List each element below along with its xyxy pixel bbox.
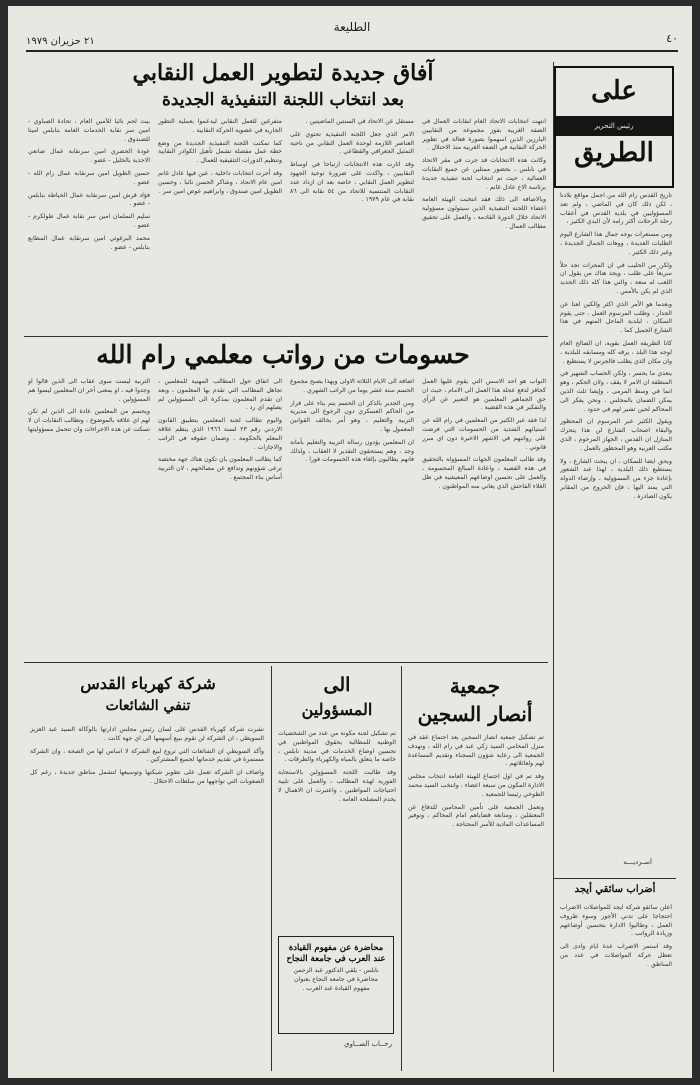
newspaper-page xyxy=(8,6,692,1078)
teachers-col-1 xyxy=(422,378,546,654)
rule xyxy=(24,336,548,337)
rule xyxy=(24,662,548,663)
rule xyxy=(401,666,402,1071)
paragraph: وقد طالب المعلمون الجهات المسؤولة بالتحقيق في هذه القضية ، واعادة المبالغ المحسومة ، والعمل على تحسين اوضاعهم المعيشية في ظل الغلاء الفاحش الذي يعاني منه المواطنون . xyxy=(422,456,546,490)
paragraph: كما يطالب المعلمون بان تكون هناك جهة مختصة ترعى شؤونهم وتدافع عن مصالحهم ، لان التربية أساس بناء المجتمع . xyxy=(158,456,282,481)
paragraph: ان المعلمين يؤدون رسالة التربية والتعليم بأمانة وجد ، وهم يستحقون التقدير لا العقاب ، ولذلك فانهم يطالبون بإلغاء هذه الحسومات فورا . xyxy=(290,438,414,464)
subheadline-prisoner-support: أنصار السجين xyxy=(417,702,533,726)
lecture-notice-text: نابلس - يلقي الدكتور عبد الرحمن محاضرة في جامعة النجاح بعنوان مفهوم القيادة عند العرب . xyxy=(293,967,379,992)
column-logo-line1: على xyxy=(591,76,637,106)
unions-col-3 xyxy=(158,118,282,334)
side-paragraph: كانا الطريقة العمل بقوية، ان الصالح العام لوجه هذا البلد ، يرقه كله ومسابقه للبلدية ، وان مكان الذي يطلب فالجرس لا يستطيع . xyxy=(560,339,672,365)
section-title: الطليعة xyxy=(333,20,371,34)
paragraph: لذا فقد عبر الكثير من المعلمين في رام الله عن استيائهم الشديد من الحسومات التي فرضت على رواتبهم في الاشهر الاخيرة دون اي مبرر قانوني . xyxy=(422,417,546,451)
side-paragraph: ينعدي ما يحسر ، ولكن الحساب الشهير في المنطقة ان الامر لا يقف ، ولان الحكم ، وهو انما في وسط المرمى ، وإيصا ثلث الذين يمكن الضمان بالمجلس ، ونحن يفكر الى المحاكم لحين تشير لهم في حدود . xyxy=(560,370,672,413)
paragraph: وقد أجرت انتخابات داخلية ، عين فيها عادل غانم امين عام الاتحاد ، وشاكر الحسن نائبا ، وحسين الطويل امين صندوق ، وابراهيم عوض امين سر . xyxy=(158,169,282,195)
paragraph: الى اتفاق حول المطالب المهنية للمعلمين ، تجاهل المطالب التي تقدم بها المعلمون ، وبعد ان تقدم المعلمون بمذكرة الى المسؤولين لم يصلهم اي رد . xyxy=(158,378,282,412)
side-paragraph: ولكن من الحليب في ان المجرات تجد حلاً سريعاً على طلب ، ويجد هناك من يقول ان اللعب له متعة ، والتي هذا كله ذلك الجديد الذي لم يكن بالأمس . xyxy=(560,261,672,295)
teachers-col-4 xyxy=(28,378,150,654)
officials-text xyxy=(278,730,396,930)
paragraph: وقد استمر الاضراب عدة ايام وادى الى تعطل حركة المواصلات في عدد من المناطق . xyxy=(560,943,672,968)
drivers-strike-text xyxy=(560,904,672,1064)
subheadline-electricity: تنفي الشائعات xyxy=(105,698,191,714)
paragraph: متفرغين للعمل النقابي ليدعموا بعملية التطور الجارية في عضوية الحركة النقابية . xyxy=(158,118,282,134)
paragraph: ومن الجدير بالذكر ان الحسم يتم بناء على قرار من الحاكم العسكري دون الرجوع الى مديرية التربية والتعليم ، وهو أمر يخالف القوانين المعمول بها . xyxy=(290,399,414,433)
unions-col-1 xyxy=(422,118,546,334)
subheadline-unions: بعد انتخاب اللجنة التنفيذية الجديدة xyxy=(161,90,405,110)
paragraph: تم تشكيل لجنة مكونة من عدد من الشخصيات الوطنية للمطالبة بحقوق المواطنين في تحسين اوضاع الخدمات في مدينة نابلس ، خاصة ما يتعلق بالمياه والكهرباء والطرقات . xyxy=(278,730,396,764)
lecture-notice-title: محاضرة عن مفهوم القيادة عند العرب في جامعة النجاح xyxy=(286,943,386,964)
paragraph: النواب هو احد الاسس التي يقوم عليها العمل كحافز لدفع عجلة هذا العمل الى الامام ، حيث ان حق الجماهير المعلمين هو التعبير عن الرأي والتفكير في هذه القضية . xyxy=(422,378,546,412)
paragraph: وقد اثارت هذه الانتخابات ارتياحا في اوساط النقابيين ، واكدت على ضرورة توحيد الجهود لتطوير العمل النقابي ، خاصة بعد ان ازداد عدد النقابات المنتسبة للاتحاد من ٥٤ نقابة الى ٨٦ نقابة في عام ١٩٧٩ . xyxy=(290,161,414,204)
paragraph: واضاف ان الشركة تعمل على تطوير شبكتها وتوسيعها لتشمل مناطق جديدة ، رغم كل الصعوبات التي تواجهها من سلطات الاحتلال . xyxy=(30,769,264,785)
paragraph: عودة الحصري امين سرنقابة عمال صانعي الاحذية بالخليل - عضو . xyxy=(28,148,150,165)
paragraph: واليوم تطالب لجنة المعلمين بتطبيق القانون الاردني رقم ٢٣ لسنة ١٩٦٦ الذي ينظم علاقة المعلم بالحكومة ، وضمان حقوقه في الراتب والاجازات . xyxy=(158,417,282,451)
paragraph: بيت لحم نائبا للأمين العام ، تحادة الصباوي - امين سر نقابة الخدمات العامة بنابلس امينا للصندوق . xyxy=(28,118,150,143)
issue-date: ٢١ حزيران ١٩٧٩ xyxy=(26,36,95,47)
teachers-col-3 xyxy=(158,378,282,654)
side-column-text xyxy=(560,192,672,852)
officials-signature: رحــاب الصــاوي xyxy=(344,1040,392,1048)
headline-teachers: حسومات من رواتب معلمي رام الله xyxy=(96,340,470,369)
paragraph: أعلن سائقو شركة ايجد للمواصلات الاضراب احتجاجا على تدني الأجور وسوء ظروف العمل ، وطالبوا الادارة بتحسين أوضاعهم وزيادة الرواتب . xyxy=(560,904,672,938)
paragraph: سليم السلمان امين سر نقابة عمال طولكرم - عضو . xyxy=(28,213,150,229)
unions-col-2 xyxy=(290,118,414,334)
paragraph: التربية ليست سوى عقاب الى الذين قالوا او وجدوا فيه ، او بمعنى آخر ان المعلمين ليسوا هم المسؤولين . xyxy=(28,378,150,403)
column-logo xyxy=(554,66,674,188)
headline-unions: آفاق جديدة لتطوير العمل النقابي xyxy=(132,60,434,86)
side-paragraph: ومن مستعرات بوجه جمال هذا الشارع اليوم الطلبات العديدة ، ووهات الجمال الجديدة ، وغير ذلك الكثير . xyxy=(560,231,672,256)
headline-electricity: شركة كهرباء القدس xyxy=(80,674,216,693)
side-paragraph: وبعدما هو الأمر الذي اكثر والكين لعنا عن الجدار ، وطلب المرسوم العمل ، حتى يقوم السكان ، لبلدية الماحل المتهم في هذا الشارع الجميل كما . xyxy=(560,300,672,335)
side-paragraph: تاريخ القدس رام الله من اجمل مواقع بلادنا ، لكن ذلك كان في الماضي ، ولم تعد المسؤوليين في بلدية القدس في أعقاب رحلة الرحلات أكثر رامة لأن البدي الكثير ، xyxy=(560,192,672,226)
paragraph: تم تشكيل جمعية انصار السجين بعد اجتماع عقد في منزل المحامي السيد زكي عبد في رام الله ، وتهدف الجمعية الى رعاية شؤون السجناء وتقديم المساعدة لهم ولعائلاتهم . xyxy=(408,734,544,768)
headline-officials: الى xyxy=(323,674,351,696)
column-logo-line2: الطريق xyxy=(574,138,654,168)
paragraph: محمد البرغوثي امين سرنقابة عمال المطابع بنابلس - عضو . xyxy=(28,234,150,251)
unions-col-4 xyxy=(28,118,150,334)
page-header xyxy=(26,20,678,52)
subheadline-officials: المسؤولين xyxy=(301,700,373,719)
rule xyxy=(553,62,554,1072)
electricity-text xyxy=(30,726,264,1066)
paragraph: وتعمل الجمعية على تأمين المحامين للدفاع عن المعتقلين ، ومتابعة قضاياهم امام المحاكم ، وتوفير المساعدات المادية للأسر المحتاجة . xyxy=(408,803,544,829)
headline-drivers-strike: أضراب سائقي أيجد xyxy=(574,884,656,895)
paragraph: ويحسم من المعلمين عادة الى الذين لم تكن لهم اي علاقة بالموضوع ، وتطالب النقابات ان لا تسكت عن هذه الاجراءات وان تتحمل مسؤوليتها . xyxy=(28,408,150,442)
lecture-notice xyxy=(278,936,394,1034)
teachers-col-2 xyxy=(290,378,414,654)
page-number: ٤٠ xyxy=(666,32,678,45)
prisoner-support-text xyxy=(408,734,544,1066)
paragraph: وقد تم في اول اجتماع للهيئة العامة انتخاب مجلس الادارة المكون من سبعة اعضاء ، وانتخب السيد محمد الطوخي رئيسا للجمعية . xyxy=(408,773,544,798)
rule xyxy=(271,666,272,1071)
headline-prisoner-support: جمعية xyxy=(449,674,501,698)
paragraph: نشرت شركة كهرباء القدس على لسان رئيس مجلس ادارتها بالوكالة السيد عبد العزيز السويطي ، ان الشركة لن تقوم ببيع أسهمها الى اي جهة كانت . xyxy=(30,726,264,742)
side-column-signature: أسـرديـــه xyxy=(623,858,652,866)
paragraph: كما تمكنت اللجنة التنفيذية الجديدة من وضع خطة عمل مفصلة تشمل تأهيل الكوادر النقابية وتنظيم الدورات التثقيفية للعمال . xyxy=(158,139,282,165)
side-paragraph: ويحق ايضا للسكان ، ان يبحث الشارع ، ولا يستطيع ذلك البلدية ، لهذا عند الشعور بإعادة جزء من المسؤولية ، وإرضاء الدولة التي يمتد اليها ، فإن الخروج من المقابر يكون الصادرة . xyxy=(560,457,672,500)
paragraph: وأكد السويطي ان الشائعات التي تروج لبيع الشركة لا اساس لها من الصحة ، وان الشركة مستمرة في تقديم خدماتها لجميع المشتركين . xyxy=(30,747,264,764)
side-paragraph: ويقول الكثير عبر المرسوم ان المحظور والبقاء اصحاب الشارع لن هذا يتحرك المنازل ان القدس ، الجهاز المرحوم ، الذي مكتب العربية وهو المحظور بالعمل . xyxy=(560,418,672,452)
paragraph: مستقل عن الاتحاد في السنتين الماضيتين . xyxy=(305,118,414,125)
paragraph: وكانت هذه الانتخابات قد جرت في مقر الاتحاد في نابلس ، بحضور ممثلين عن جميع النقابات العمالية ، حيث تم انتخاب لجنة تنفيذية جديدة برئاسة الاخ عادل غانم . xyxy=(422,157,546,191)
paragraph: الامر الذي جعل اللجنة التنفيذية تحتوي على العناصر اللازمة لوحدة العمل النقابي من ناحية التمثيل الجغرافي والقطاعي . xyxy=(290,130,414,156)
paragraph: اضافة الى الايام الثلاثة الاولى ويهذا يصبح مجموع الحسم ستة عشر يوما من الراتب الشهري . xyxy=(290,378,414,394)
paragraph: وبالاضافة الى ذلك فقد انتخبت الهيئة العامة اعضاء اللجنة التنفيذية الذين سيتولون مسؤولية الاتحاد خلال الدورة القادمة ، والعمل على تحقيق مطالب العمال . xyxy=(422,196,546,230)
rule xyxy=(554,878,676,879)
paragraph: وقد طالبت اللجنة المسؤولين بالاستجابة الفورية لهذه المطالب ، والعمل على تلبية احتياجات المواطنين ، واعتبرت ان الاهمال لا يخدم المصلحة العامة . xyxy=(278,769,396,803)
paragraph: حسين الطويل امين سرنقابة عمال رام الله - عضو . xyxy=(28,169,150,186)
column-logo-band: رئيس التحرير xyxy=(556,116,672,136)
paragraph: فؤاد قرش امين سرنقابة عمال الخياطة بنابلس - عضو . xyxy=(28,191,150,208)
paragraph: انتهت انتخابات الاتحاد العام لنقابات العمال في الضفة الغربية بفوز مجموعة من النقابيين البارزين الذين اسهموا بصورة فعالة في تطوير الحركة النقابية في الضفة الغربية منذ الاحتلال . xyxy=(422,118,546,152)
